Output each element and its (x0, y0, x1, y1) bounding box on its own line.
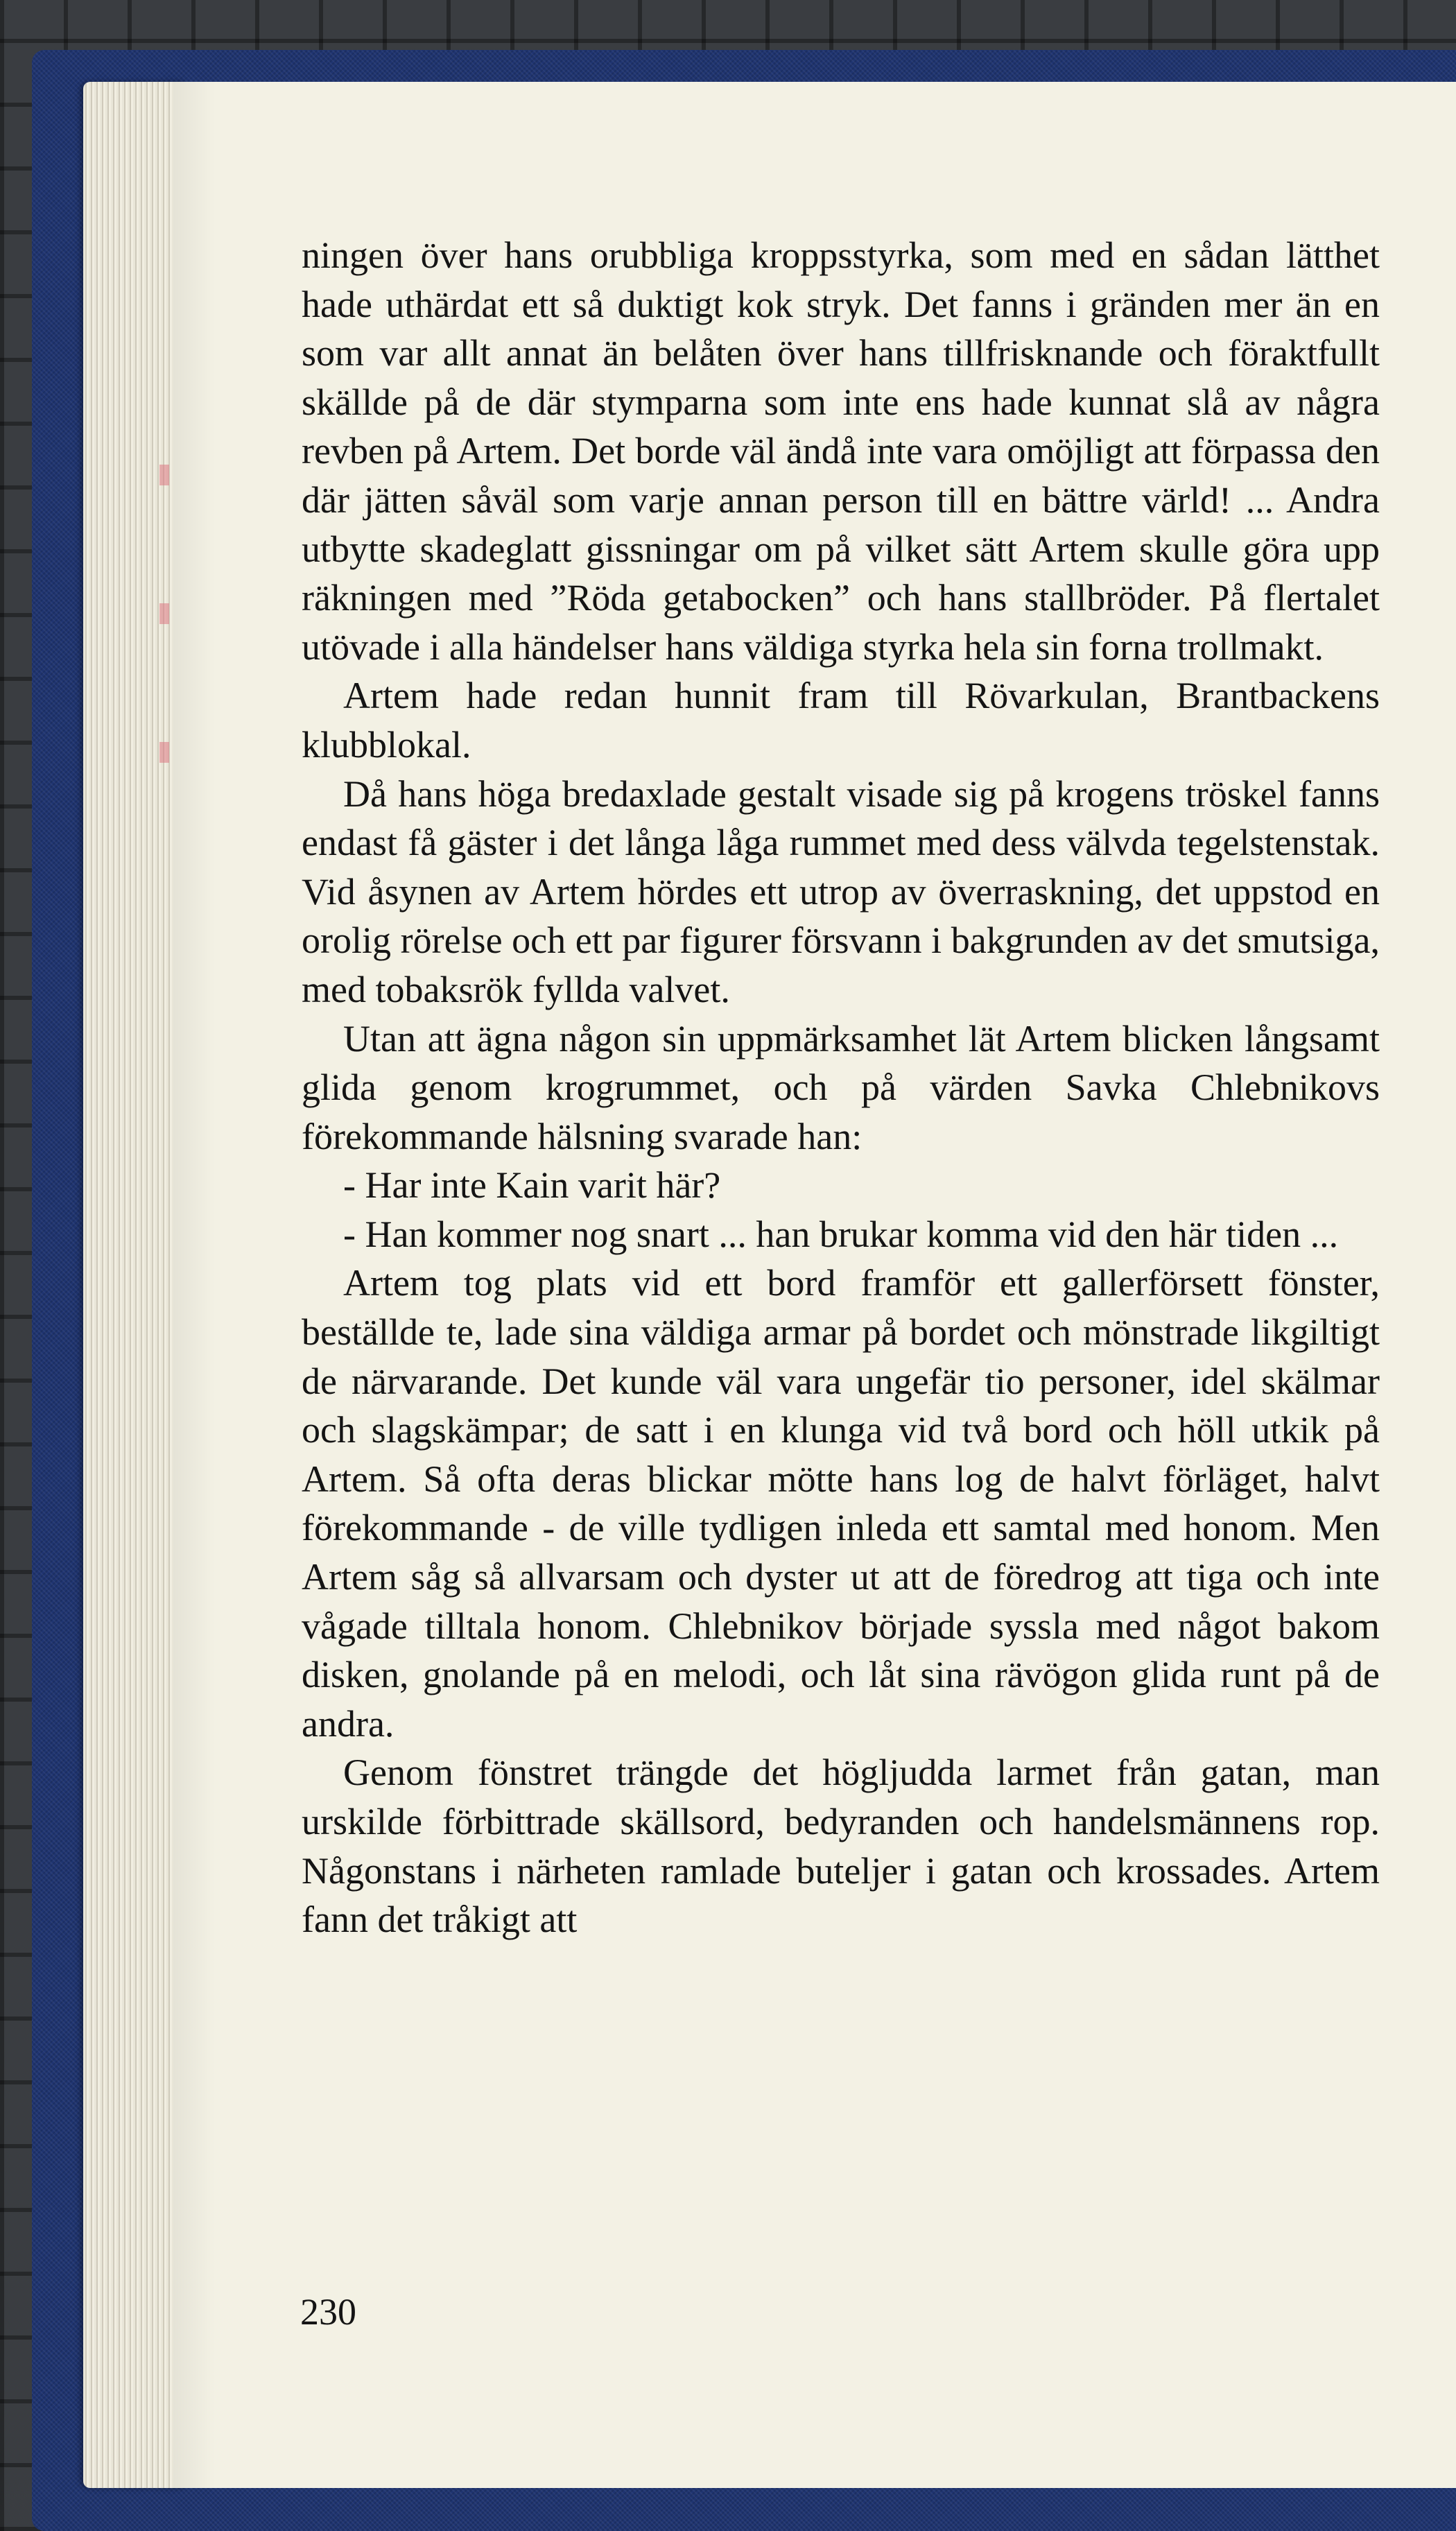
paragraph: Utan att ägna någon sin uppmärksamhet lät Artem blicken långsamt glida genom krogrummet, och på värden Savka Chlebnikovs förekommande hälsning svarade han: (302, 1017, 1380, 1157)
page-number: 230 (300, 2291, 356, 2333)
paragraph: Genom fönstret trängde det högljudda larmet från gatan, man urskilde förbittrade skällsord, bedyranden och handelsmännens rop. Någonstans i närheten ramlade buteljer i gatan och krossades. Artem fann det tråkigt att (302, 1752, 1380, 1941)
paragraph: Artem tog plats vid ett bord framför ett gallerförsett fönster, beställde te, lade sina väldiga armar på bordet och mönstrade likgiltigt de närvarande. Det kunde väl vara ungefär tio personer, idel skälmar och slagskämpar; de satt i en klunga vid två bord och höll utkik på Artem. Så ofta deras blickar mötte hans log de halvt förläget, halvt förekommande - de ville tydligen inleda ett samtal med honom. Men Artem såg så allvarsam och dyster ut att de föredrog att tiga och inte vågade tilltala honom. Chlebnikov började syssla med något bakom disken, gnolande på en melodi, och låt sina rävögon glida runt på de andra. (302, 1262, 1380, 1745)
paragraph: Artem hade redan hunnit fram till Rövarkulan, Brantbackens klubblokal. (302, 675, 1380, 766)
book-page (173, 82, 1456, 2488)
page-edge-tabs (159, 347, 169, 832)
paragraph: Då hans höga bredaxlade gestalt visade sig på krogens tröskel fanns endast få gäster i det långa låga rummet med dess välvda tegelstenstak. Vid åsynen av Artem hördes ett utrop av överraskning, det uppstod en orolig rörelse och ett par figurer försvann i bakgrunden av det smutsiga, med tobaksrök fyllda valvet. (302, 772, 1380, 1010)
body-text (302, 231, 1380, 1944)
dialogue-line: - Han kommer nog snart ... han brukar komma vid den här tiden ... (343, 1213, 1339, 1255)
dialogue-line: - Har inte Kain varit här? (343, 1164, 721, 1207)
paragraph: ningen över hans orubbliga kroppsstyrka, som med en sådan lätthet hade uthärdat ett så duktigt kok stryk. Det fanns i gränden mer än en som var allt annat än belåten över hans tillfrisknande och föraktfullt skällde på de där stymparna som inte ens hade kunnat slå av några revben på Artem. Det borde väl ändå inte vara omöjligt att förpassa den där jätten såväl som varje annan person till en bättre värld! ... Andra utbytte skadeglatt gissningar om på vilket sätt Artem skulle göra upp räkningen med ”Röda getabocken” och hans stallbröder. På flertalet utövade i alla händelser hans väldiga styrka hela sin forna trollmakt. (302, 234, 1380, 668)
page-edges (83, 82, 187, 2488)
